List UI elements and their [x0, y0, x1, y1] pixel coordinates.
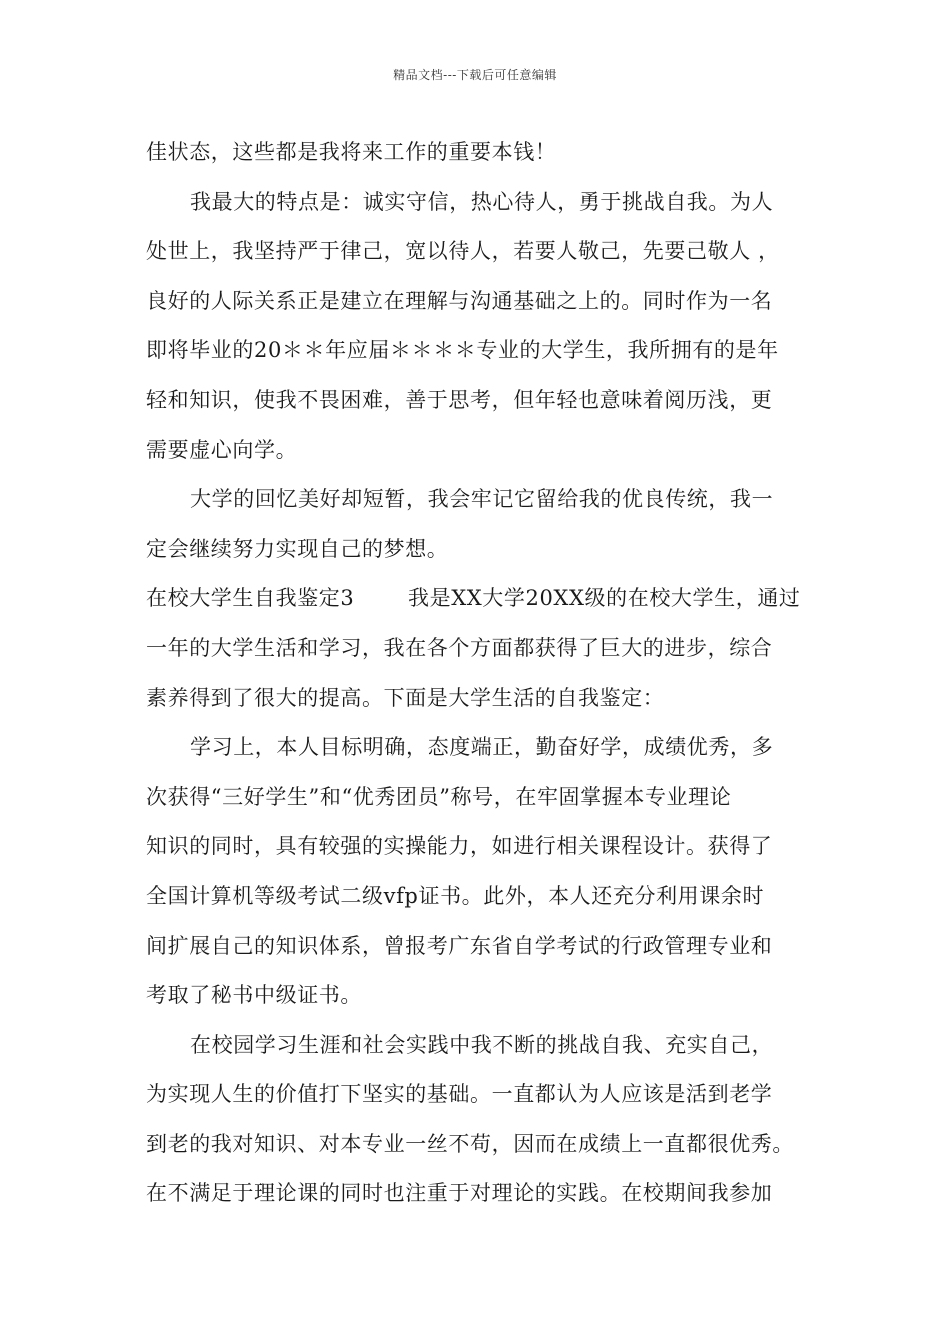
text-line: 即将毕业的20＊＊年应届＊＊＊＊专业的大学生，我所拥有的是年	[146, 338, 779, 363]
page-header: 精品文档---下载后可任意编辑	[393, 68, 557, 82]
text-line: 在校园学习生涯和社会实践中我不断的挑战自我、充实自己，	[190, 1032, 774, 1057]
text-line: 为实现人生的价值打下坚实的基础。一直都认为人应该是活到老学	[146, 1082, 773, 1107]
text-line: 次获得“三好学生”和“优秀团员”称号，在牢固掌握本专业理论	[146, 784, 732, 809]
text-line: 轻和知识，使我不畏困难，善于思考，但年轻也意味着阅历浅，更	[146, 387, 773, 412]
text-line: 良好的人际关系正是建立在理解与沟通基础之上的。同时作为一名	[146, 288, 773, 313]
section-title: 在校大学生自我鉴定3	[146, 586, 355, 611]
section-first-text: 我是XX大学20XX级的在校大学生，通过	[408, 586, 801, 611]
text-line: 在不满足于理论课的同时也注重于对理论的实践。在校期间我参加	[146, 1181, 773, 1206]
text-line: 素养得到了很大的提高。下面是大学生活的自我鉴定：	[146, 685, 665, 710]
text-line: 我最大的特点是：诚实守信，热心待人，勇于挑战自我。为人	[190, 189, 774, 214]
text-line: 佳状态，这些都是我将来工作的重要本钱！	[146, 140, 557, 164]
text-line: 考取了秘书中级证书。	[146, 983, 362, 1008]
document-body	[146, 128, 816, 1219]
text-line: 学习上，本人目标明确，态度端正，勤奋好学，成绩优秀，多	[190, 735, 774, 760]
text-line: 定会继续努力实现自己的梦想。	[146, 536, 449, 561]
text-line: 全国计算机等级考试二级vfp证书。此外，本人还充分利用课余时	[146, 883, 765, 908]
text-line: 大学的回忆美好却短暂，我会牢记它留给我的优良传统，我一	[190, 487, 774, 512]
text-line: 处世上，我坚持严于律己，宽以待人，若要人敬己，先要己敬人 ，	[146, 239, 780, 264]
section-heading-line	[146, 574, 816, 624]
text-line: 间扩展自己的知识体系，曾报考广东省自学考试的行政管理专业和	[146, 933, 773, 958]
text-line: 一年的大学生活和学习，我在各个方面都获得了巨大的进步，综合	[146, 635, 773, 660]
text-line: 到老的我对知识、对本专业一丝不苟，因而在成绩上一直都很优秀。	[146, 1131, 794, 1156]
text-line: 需要虚心向学。	[146, 437, 298, 462]
text-line: 知识的同时，具有较强的实操能力，如进行相关课程设计。获得了	[146, 834, 773, 859]
